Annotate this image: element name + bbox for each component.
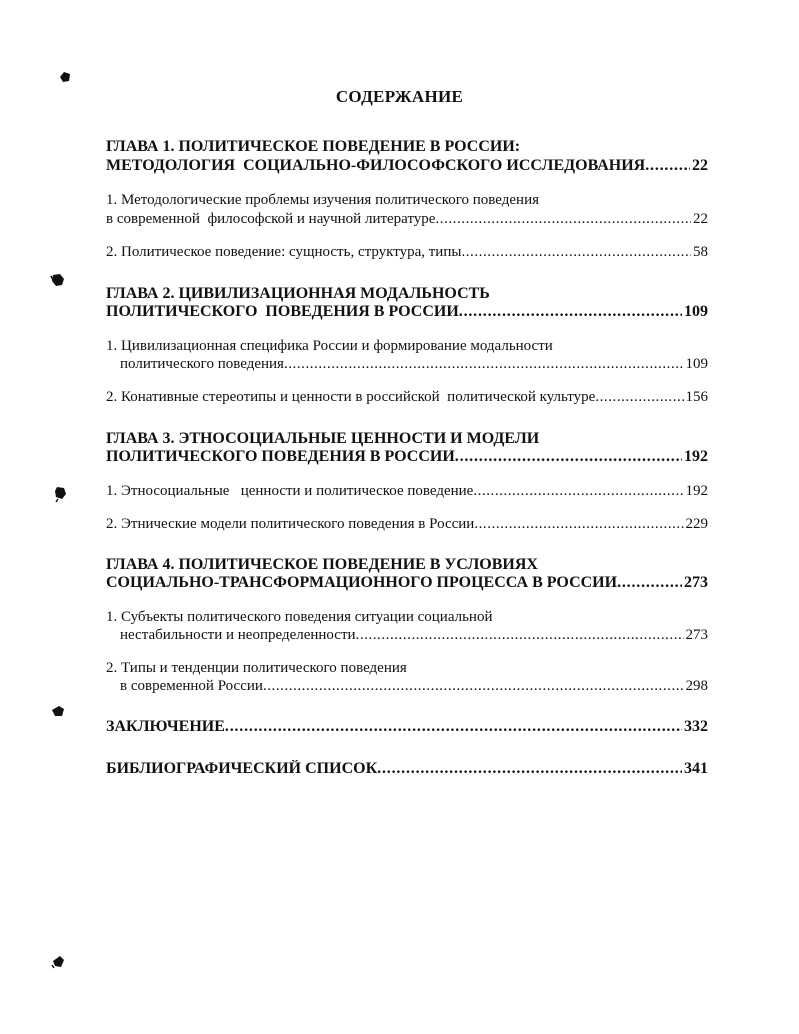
section-1-1-line-2: в современной философской и научной литературе bbox=[106, 211, 436, 227]
chapter-3-page: 192 bbox=[684, 448, 708, 465]
section-3-1-entry bbox=[106, 482, 708, 500]
section-4-1-line-2: нестабильности и неопределенности bbox=[120, 627, 356, 643]
chapter-4-title-line-2: СОЦИАЛЬНО-ТРАНСФОРМАЦИОННОГО ПРОЦЕССА В РОССИИ bbox=[106, 574, 618, 591]
chapter-4-title-line-1: ГЛАВА 4. ПОЛИТИЧЕСКОЕ ПОВЕДЕНИЕ В УСЛОВИЯХ bbox=[106, 556, 538, 573]
section-4-2-line-1: 2. Типы и тенденции политического поведения bbox=[106, 660, 407, 676]
page-title: СОДЕРЖАНИЕ bbox=[335, 87, 464, 106]
chapter-2-page: 109 bbox=[684, 303, 708, 320]
chapter-3-title-line-1: ГЛАВА 3. ЭТНОСОЦИАЛЬНЫЕ ЦЕННОСТИ И МОДЕЛИ bbox=[106, 430, 540, 447]
dot-leader bbox=[461, 243, 691, 261]
scan-mark-icon bbox=[50, 954, 66, 970]
conclusion-title: ЗАКЛЮЧЕНИЕ bbox=[106, 718, 225, 735]
dot-leader bbox=[474, 515, 683, 533]
dot-leader bbox=[356, 626, 684, 644]
section-2-1-page: 109 bbox=[685, 356, 708, 372]
section-2-1-entry bbox=[106, 355, 708, 373]
section-2-1-line-2: политического поведения bbox=[120, 356, 284, 372]
section-2-2-title: 2. Конативные стереотипы и ценности в российской политической культуре bbox=[106, 389, 596, 405]
chapter-2-entry bbox=[106, 303, 708, 321]
section-2-1-line-1: 1. Цивилизационная специфика России и формирование модальности bbox=[106, 338, 553, 354]
bibliography-entry bbox=[106, 760, 708, 778]
scan-mark-icon bbox=[52, 485, 68, 503]
dot-leader bbox=[617, 574, 682, 592]
section-1-1-page: 22 bbox=[693, 211, 708, 227]
chapter-1-title-line-2: МЕТОДОЛОГИЯ СОЦИАЛЬНО-ФИЛОСОФСКОГО ИССЛЕДОВАНИЯ bbox=[106, 157, 646, 174]
section-3-2-title: 2. Этнические модели политического поведения в России bbox=[106, 516, 475, 532]
chapter-4-page: 273 bbox=[684, 574, 708, 591]
chapter-2-title-line-2: ПОЛИТИЧЕСКОГО ПОВЕДЕНИЯ В РОССИИ bbox=[106, 303, 459, 320]
dot-leader bbox=[225, 718, 682, 736]
dot-leader bbox=[459, 303, 682, 321]
section-1-2-page: 58 bbox=[693, 244, 708, 260]
section-4-1-entry bbox=[106, 626, 708, 644]
section-4-2-line-2: в современной России bbox=[120, 678, 263, 694]
chapter-1-title-line-1: ГЛАВА 1. ПОЛИТИЧЕСКОЕ ПОВЕДЕНИЕ В РОССИИ: bbox=[106, 138, 521, 155]
section-1-1-entry bbox=[106, 210, 708, 228]
section-4-1-line-1: 1. Субъекты политического поведения ситуации социальной bbox=[106, 609, 493, 625]
chapter-1-entry bbox=[106, 157, 708, 175]
scan-mark-icon bbox=[50, 704, 66, 718]
section-4-2-page: 298 bbox=[685, 678, 708, 694]
section-4-2-entry bbox=[106, 677, 708, 695]
dot-leader bbox=[263, 677, 684, 695]
section-3-2-page: 229 bbox=[685, 516, 708, 532]
section-1-2-title: 2. Политическое поведение: сущность, структура, типы bbox=[106, 244, 462, 260]
section-1-1-line-1: 1. Методологические проблемы изучения политического поведения bbox=[106, 192, 540, 208]
chapter-2-title-line-1: ГЛАВА 2. ЦИВИЛИЗАЦИОННАЯ МОДАЛЬНОСТЬ bbox=[106, 285, 490, 302]
section-3-2-entry bbox=[106, 515, 708, 533]
dot-leader bbox=[595, 388, 683, 406]
dot-leader bbox=[645, 157, 690, 175]
chapter-4-entry bbox=[106, 574, 708, 592]
section-4-1-page: 273 bbox=[685, 627, 708, 643]
dot-leader bbox=[435, 210, 691, 228]
chapter-3-entry bbox=[106, 448, 708, 466]
section-1-2-entry bbox=[106, 243, 708, 261]
section-2-2-entry bbox=[106, 388, 708, 406]
scan-mark-icon bbox=[58, 70, 72, 84]
conclusion-entry bbox=[106, 718, 708, 736]
chapter-3-title-line-2: ПОЛИТИЧЕСКОГО ПОВЕДЕНИЯ В РОССИИ bbox=[106, 448, 455, 465]
dot-leader bbox=[473, 482, 683, 500]
dot-leader bbox=[455, 448, 682, 466]
dot-leader bbox=[377, 760, 682, 778]
chapter-1-page: 22 bbox=[692, 157, 708, 174]
section-3-1-page: 192 bbox=[685, 483, 708, 499]
conclusion-page: 332 bbox=[684, 718, 708, 735]
section-2-2-page: 156 bbox=[685, 389, 708, 405]
section-3-1-title: 1. Этносоциальные ценности и политическое поведение bbox=[106, 483, 474, 499]
bibliography-title: БИБЛИОГРАФИЧЕСКИЙ СПИСОК bbox=[106, 760, 378, 777]
bibliography-page: 341 bbox=[684, 760, 708, 777]
dot-leader bbox=[284, 355, 684, 373]
scan-mark-icon bbox=[50, 272, 66, 288]
